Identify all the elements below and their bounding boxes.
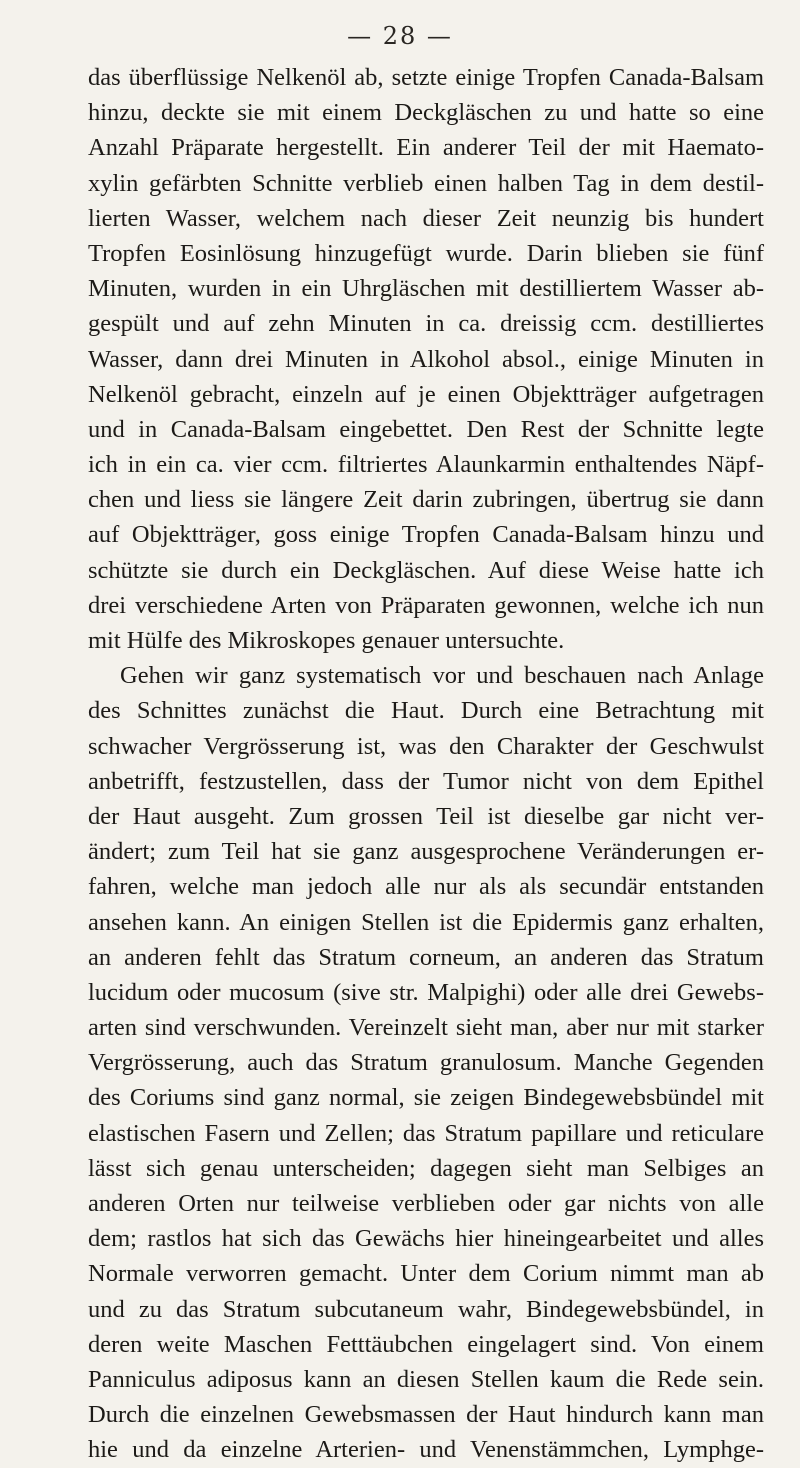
text-line: anbetrifft, festzustellen, dass der Tumor nicht von dem Epithel xyxy=(88,767,764,795)
text-line: schützte sie durch ein Deckgläschen. Auf diese Weise hatte ich xyxy=(88,556,764,584)
text-line: Minuten, wurden in ein Uhrgläschen mit destilliertem Wasser ab- xyxy=(88,275,764,303)
text-line: der Haut ausgeht. Zum grossen Teil ist dieselbe gar nicht ver- xyxy=(88,802,764,830)
text-line: Anzahl Präparate hergestellt. Ein anderer Teil der mit Haemato- xyxy=(88,134,764,162)
text-line: und in Canada-Balsam eingebettet. Den Rest der Schnitte legte xyxy=(88,415,764,443)
text-line: lierten Wasser, welchem nach dieser Zeit neunzig bis hundert xyxy=(88,204,764,232)
text-line: an anderen fehlt das Stratum corneum, an anderen das Stratum xyxy=(88,943,764,971)
text-line: Wasser, dann drei Minuten in Alkohol absol., einige Minuten in xyxy=(88,345,764,373)
text-line: arten sind verschwunden. Vereinzelt sieht man, aber nur mit starker xyxy=(88,1014,764,1042)
text-line: hinzu, deckte sie mit einem Deckgläschen zu und hatte so eine xyxy=(88,99,764,127)
text-line: das überflüssige Nelkenöl ab, setzte einige Tropfen Canada-Balsam xyxy=(88,64,764,91)
text-line: ich in ein ca. vier ccm. filtriertes Alaunkarmin enthaltendes Näpf- xyxy=(88,451,764,479)
text-line: Nelkenöl gebracht, einzeln auf je einen Objektträger aufgetragen xyxy=(88,380,764,408)
text-line: ansehen kann. An einigen Stellen ist die Epidermis ganz erhalten, xyxy=(88,908,764,936)
text-line: Durch die einzelnen Gewebsmassen der Haut hindurch kann man xyxy=(88,1401,764,1429)
page-number: — 28 — xyxy=(347,22,453,50)
text-line: drei verschiedene Arten von Präparaten gewonnen, welche ich nun xyxy=(88,591,764,619)
text-line: Tropfen Eosinlösung hinzugefügt wurde. Darin blieben sie fünf xyxy=(88,239,764,267)
text-line: Normale verworren gemacht. Unter dem Corium nimmt man ab xyxy=(88,1260,764,1288)
text-line: dem; rastlos hat sich das Gewächs hier hineingearbeitet und alles xyxy=(88,1225,764,1253)
text-line: chen und liess sie längere Zeit darin zubringen, übertrug sie dann xyxy=(88,486,764,514)
text-line: des Coriums sind ganz normal, sie zeigen Bindegewebsbündel mit xyxy=(88,1084,764,1112)
text-line: schwacher Vergrösserung ist, was den Charakter der Geschwulst xyxy=(88,732,764,760)
text-line: lässt sich genau unterscheiden; dagegen sieht man Selbiges an xyxy=(88,1154,764,1182)
text-line: lucidum oder mucosum (sive str. Malpighi) oder alle drei Gewebs- xyxy=(88,978,764,1006)
text-line: ändert; zum Teil hat sie ganz ausgesprochene Veränderungen er- xyxy=(88,838,764,866)
text-line: deren weite Maschen Fetttäubchen eingelagert sind. Von einem xyxy=(88,1330,764,1358)
text-line: fahren, welche man jedoch alle nur als als secundär entstanden xyxy=(88,873,764,901)
text-line: hie und da einzelne Arterien- und Venenstämmchen, Lymphge- xyxy=(88,1436,764,1464)
text-line: anderen Orten nur teilweise verblieben oder gar nichts von alle xyxy=(88,1190,764,1217)
text-line: xylin gefärbten Schnitte verblieb einen halben Tag in dem destil- xyxy=(88,169,764,197)
text-line: gespült und auf zehn Minuten in ca. dreissig ccm. destilliertes xyxy=(88,310,764,338)
text-line: mit Hülfe des Mikroskopes genauer untersuchte. xyxy=(88,627,565,654)
text-line: auf Objektträger, goss einige Tropfen Canada-Balsam hinzu und xyxy=(88,521,764,549)
text-line: Panniculus adiposus kann an diesen Stellen kaum die Rede sein. xyxy=(88,1365,764,1393)
text-line: des Schnittes zunächst die Haut. Durch eine Betrachtung mit xyxy=(88,697,764,725)
text-line: Gehen wir ganz systematisch vor und beschauen nach Anlage xyxy=(120,662,764,690)
text-line: und zu das Stratum subcutaneum wahr, Bindegewebsbündel, in xyxy=(88,1295,764,1323)
text-line: elastischen Fasern und Zellen; das Stratum papillare und reticulare xyxy=(88,1119,764,1147)
body-text xyxy=(88,60,764,1468)
text-line: Vergrösserung, auch das Stratum granulosum. Manche Gegenden xyxy=(88,1049,764,1077)
